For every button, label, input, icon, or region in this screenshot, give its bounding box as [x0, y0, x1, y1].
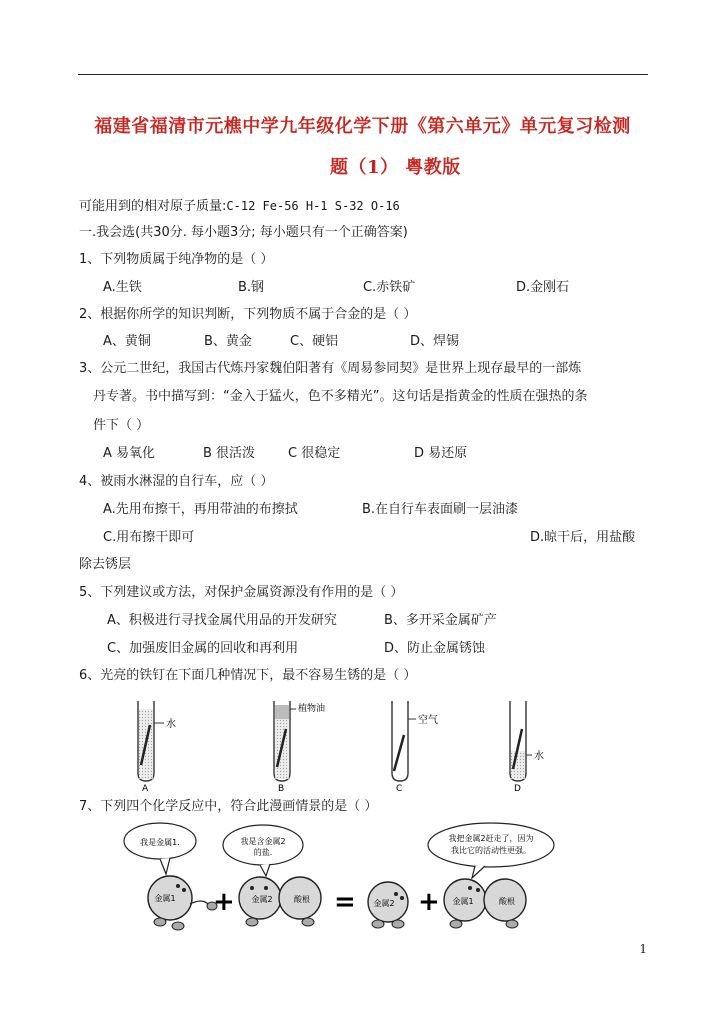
- atomic-mass-line: [79, 197, 400, 216]
- question-6-stem: 6、光亮的铁钉在下面几种情况下，最不容易生锈的是（ ）: [79, 668, 417, 683]
- q2-option-a: A、黄铜: [103, 334, 151, 349]
- equals-sign: =: [334, 887, 356, 917]
- section-heading: 一.我会选(共30分. 每小题3分; 每小题只有一个正确答案): [79, 225, 408, 240]
- q4-option-a: A.先用布擦干，再用带油的布擦拭: [103, 502, 298, 517]
- q5-option-c: C、加强废旧金属的回收和再利用: [107, 641, 299, 656]
- test-tube-a: [138, 701, 176, 793]
- question-1-stem: 1、下列物质属于纯净物的是（ ）: [79, 252, 274, 267]
- q1-option-b: B.钢: [238, 280, 265, 295]
- question-4-stem: 4、被雨水淋湿的自行车，应（ ）: [79, 474, 274, 489]
- tube-a-letter: A: [142, 784, 149, 793]
- svg-text:金属1: 金属1: [154, 894, 176, 903]
- page-number: 1: [639, 942, 647, 956]
- tube-a-label: 水: [166, 719, 176, 730]
- q2-option-d: D、焊锡: [410, 334, 460, 349]
- question-5-stem: 5、下列建议或方法，对保护金属资源没有作用的是（ ）: [79, 585, 404, 600]
- header-rule: [78, 74, 648, 75]
- q5-option-d: D、防止金属锈蚀: [384, 641, 486, 656]
- q4-option-b: B.在自行车表面刷一层油漆: [362, 502, 519, 517]
- test-tube-figure: [120, 695, 560, 793]
- q4-option-c: C.用布擦干即可: [103, 530, 195, 545]
- tube-d-label: 水: [534, 751, 544, 762]
- svg-text:金属1: 金属1: [452, 897, 474, 906]
- metal-2-character: [368, 882, 408, 928]
- svg-text:酸根: 酸根: [499, 897, 515, 906]
- atomic-mass-prefix: 可能用到的相对原子质量:: [79, 199, 227, 214]
- svg-text:金属2: 金属2: [251, 895, 273, 904]
- q4-option-d-continued: 除去锈层: [79, 557, 132, 572]
- plus-sign-1: +: [213, 887, 235, 917]
- tube-c-letter: C: [396, 784, 403, 793]
- question-7-stem: 7、下列四个化学反应中，符合此漫画情景的是（ ）: [79, 799, 378, 814]
- svg-text:金属2: 金属2: [373, 899, 395, 908]
- speech-bubble-3: [428, 823, 554, 878]
- test-tube-d: [510, 701, 544, 793]
- test-tube-c: [392, 701, 438, 793]
- tube-d-letter: D: [514, 784, 521, 793]
- page-title-continued: 题（1） 粤教版: [330, 157, 461, 178]
- q1-option-d: D.金刚石: [516, 280, 570, 295]
- q3-option-b: B 很活泼: [203, 446, 256, 461]
- svg-text:我是含金属2: 我是含金属2: [240, 837, 286, 846]
- page-title: 福建省福清市元樵中学九年级化学下册《第六单元》单元复习检测: [94, 116, 631, 137]
- tube-b-letter: B: [278, 784, 285, 793]
- test-tube-b: [274, 701, 325, 793]
- tube-b-label: 植物油: [298, 704, 326, 714]
- svg-text:我比它的活动性更强。: 我比它的活动性更强。: [451, 846, 531, 855]
- metal-1-salt-character: [444, 879, 526, 928]
- q3-option-c: C 很稳定: [288, 446, 341, 461]
- metal-1-character: [148, 876, 217, 930]
- q3-option-a: A 易氧化: [103, 446, 156, 461]
- question-3-stem-line-2: 丹专著。书中描写到：“金入于猛火，色不多精光”。这句话是指黄金的性质在强热的条: [93, 389, 588, 404]
- q4-option-d: D.晾干后，用盐酸: [530, 530, 636, 545]
- atomic-mass-values: C-12 Fe-56 H-1 S-32 O-16: [226, 199, 400, 213]
- q5-option-a: A、积极进行寻找金属代用品的开发研究: [107, 613, 337, 628]
- question-3-stem-line-1: 3、公元二世纪，我国古代炼丹家魏伯阳著有《周易参同契》是世界上现存最早的一部炼: [79, 361, 582, 376]
- tube-c-label: 空气: [418, 715, 438, 726]
- q5-option-b: B、多开采金属矿产: [384, 613, 497, 628]
- svg-text:我把金属2赶走了，因为: 我把金属2赶走了，因为: [448, 834, 534, 843]
- plus-sign-2: +: [418, 887, 440, 917]
- q1-option-a: A.生铁: [103, 280, 142, 295]
- question-2-stem: 2、根据你所学的知识判断，下列物质不属于合金的是（ ）: [79, 307, 417, 322]
- q3-option-d: D 易还原: [414, 446, 468, 461]
- q1-option-c: C.赤铁矿: [363, 280, 416, 295]
- metal-2-salt-character: [239, 877, 321, 926]
- q2-option-b: B、黄金: [204, 334, 252, 349]
- svg-text:的盐.: 的盐.: [253, 848, 273, 857]
- svg-text:酸根: 酸根: [294, 895, 310, 904]
- q2-option-c: C、硬铝: [290, 334, 339, 349]
- cartoon-figure: [120, 818, 575, 940]
- iron-nail: [394, 735, 404, 771]
- svg-text:我是金属1.: 我是金属1.: [140, 838, 180, 847]
- speech-bubble-2: [223, 825, 303, 876]
- speech-bubble-1: [124, 823, 196, 874]
- question-3-stem-line-3: 件下（ ）: [93, 418, 150, 433]
